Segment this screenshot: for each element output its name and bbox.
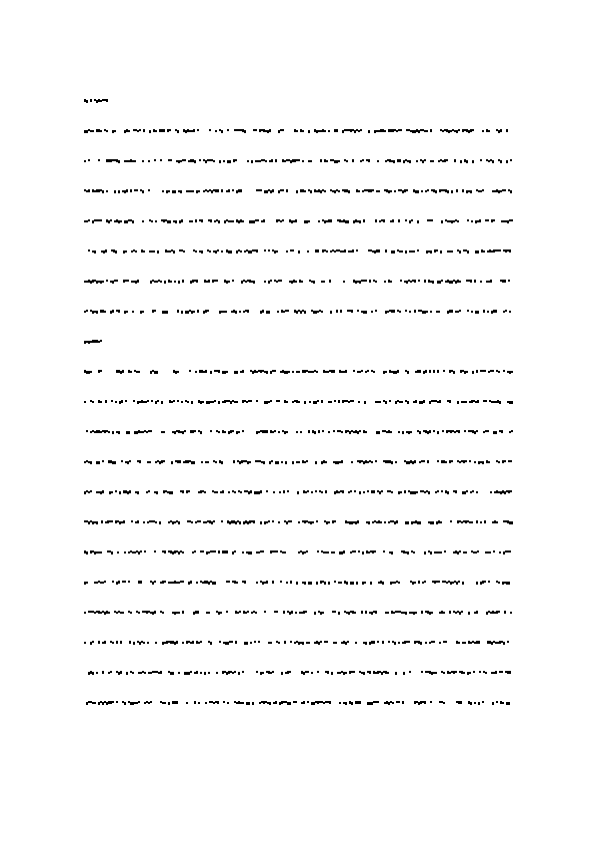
- paragraph-line: [84, 520, 513, 524]
- paragraph-line: [84, 641, 509, 645]
- paragraph-line: [84, 551, 511, 555]
- paragraph-line: [84, 581, 510, 585]
- paragraph-line: [84, 490, 512, 494]
- paragraph-line: [84, 159, 512, 163]
- paragraph-line: [84, 129, 508, 133]
- paragraph-line: [84, 400, 513, 404]
- paragraph-line: [86, 701, 510, 705]
- paragraph-line: [88, 250, 511, 254]
- heading-line: [84, 99, 108, 103]
- paragraph-line: [84, 280, 510, 284]
- paragraph-line: [88, 671, 511, 675]
- paragraph-line: [84, 611, 512, 615]
- paragraph-line: [84, 370, 513, 374]
- paragraph-line: [84, 340, 102, 344]
- paragraph-line: [84, 310, 511, 314]
- paragraph-line: [84, 219, 513, 223]
- paragraph-line: [84, 189, 512, 193]
- paragraph-line: [86, 430, 513, 434]
- paragraph-line: [84, 460, 512, 464]
